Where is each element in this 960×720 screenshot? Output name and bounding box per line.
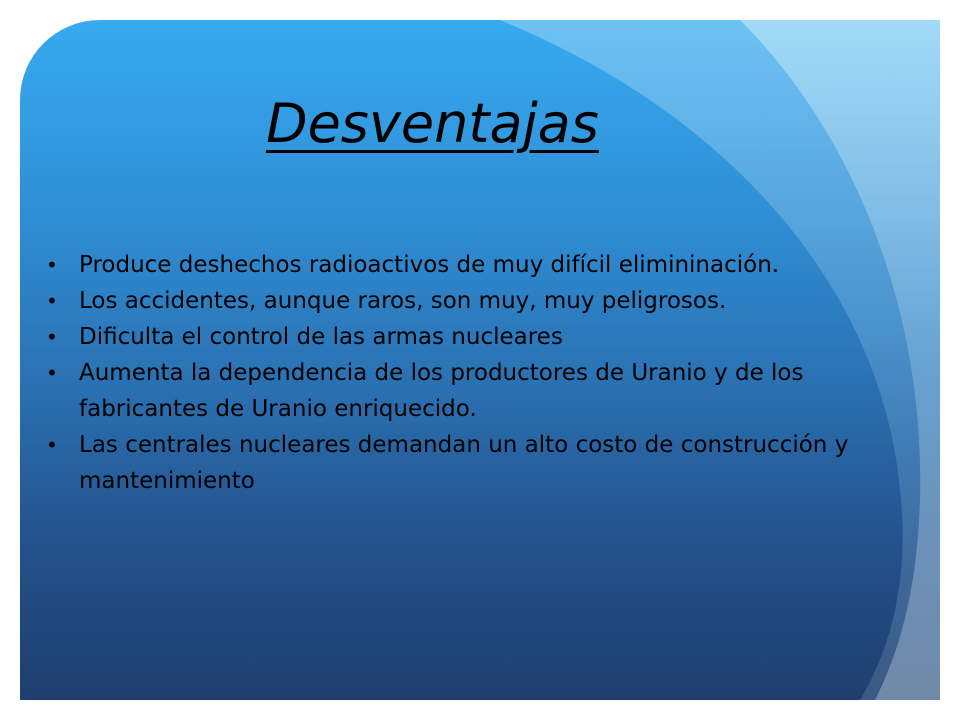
bullet-text: Los accidentes, aunque raros, son muy, muy peligrosos. [79, 288, 727, 314]
bullet-text: Dificulta el control de las armas nucleares [79, 324, 563, 350]
bullet-dot-icon: • [46, 433, 58, 457]
bullet-dot-icon: • [46, 325, 58, 349]
bullet-text: Las centrales nucleares demandan un alto costo de construcción y mantenimiento [79, 432, 849, 494]
list-item [42, 247, 890, 283]
list-item [42, 427, 890, 499]
list-item [42, 283, 890, 319]
bullet-dot-icon: • [46, 253, 58, 277]
bullet-text: Aumenta la dependencia de los productores de Uranio y de los fabricantes de Uranio enriquecido. [79, 360, 804, 422]
bullet-list [42, 247, 890, 499]
bullet-text: Produce deshechos radioactivos de muy difícil elimininación. [79, 252, 780, 278]
bullet-dot-icon: • [46, 361, 58, 385]
slide-title: Desventajas [266, 92, 599, 155]
bullet-dot-icon: • [46, 289, 58, 313]
list-item [42, 355, 890, 427]
list-item [42, 319, 890, 355]
slide [20, 20, 940, 700]
